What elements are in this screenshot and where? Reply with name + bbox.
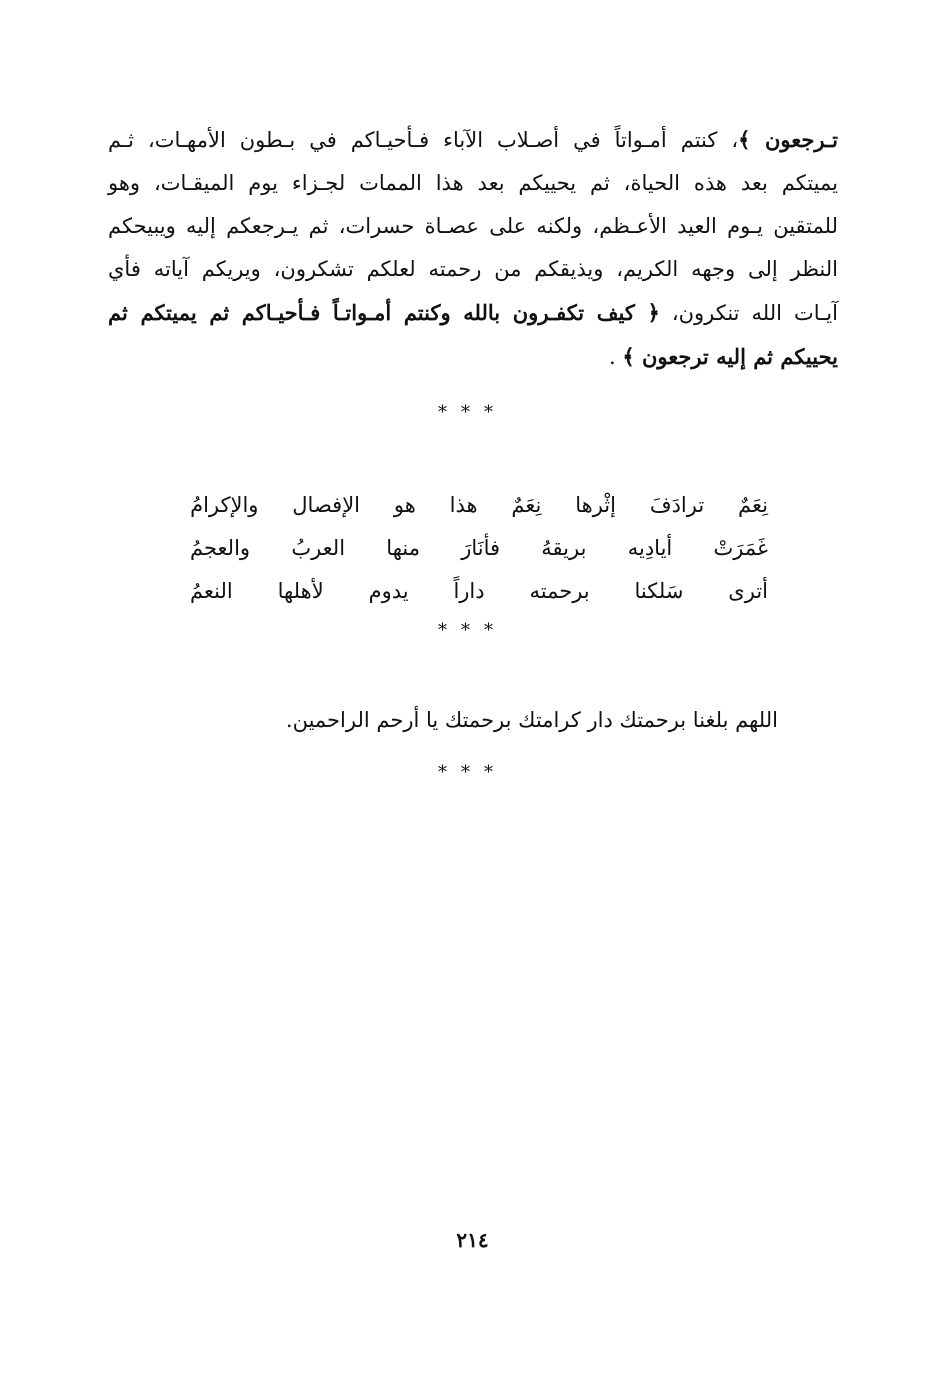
star-icon: * bbox=[484, 620, 507, 641]
star-icon: * bbox=[484, 402, 507, 423]
poem-word: ترادَفَ bbox=[649, 493, 705, 517]
poem-word: أترى bbox=[728, 579, 768, 603]
poem-word: هو bbox=[393, 493, 416, 517]
star-icon: * bbox=[461, 762, 484, 783]
prose-paragraph bbox=[108, 118, 838, 379]
poem-word: نِعَمٌ bbox=[511, 493, 542, 517]
star-separator-2 bbox=[0, 620, 945, 641]
poem-word: العربُ bbox=[291, 536, 346, 560]
prose-line-3: للمتقين يـوم العيد الأعـظم، ولكنه على عصـاة حسرات، ثم يـرجعكم إليه ويبيحكم bbox=[108, 214, 838, 238]
poem-word: إثْرها bbox=[575, 493, 616, 517]
prose-line-6 bbox=[108, 335, 838, 379]
star-icon: * bbox=[461, 620, 484, 641]
prose-line-1 bbox=[108, 118, 838, 162]
prose-line-2: يميتكم بعد هذه الحياة، ثم يحييكم بعد هذا الممات لجـزاء يوم الميقـات، وهو bbox=[108, 171, 838, 195]
page-number: ٢١٤ bbox=[456, 1228, 489, 1252]
poem-word: لأهلها bbox=[277, 579, 324, 603]
star-icon: * bbox=[438, 762, 461, 783]
period: . bbox=[608, 345, 616, 369]
poem-word: داراً bbox=[453, 579, 485, 603]
poem-word: والعجمُ bbox=[190, 536, 251, 560]
poem-word: والإكرامُ bbox=[190, 493, 259, 517]
star-icon: * bbox=[484, 762, 507, 783]
quran-quote-end: تـرجعون ﴾ bbox=[738, 127, 838, 152]
star-separator-3 bbox=[0, 762, 945, 783]
star-icon: * bbox=[438, 402, 461, 423]
star-icon: * bbox=[461, 402, 484, 423]
quran-quote: يحييكم ثم إليه ترجعون ﴾ bbox=[622, 344, 838, 369]
poem-word: برحمته bbox=[529, 579, 590, 603]
poem-word: سَلكنا bbox=[634, 579, 684, 603]
prose-text: آيـات الله تنكرون، bbox=[671, 301, 838, 325]
poem-verse-1 bbox=[190, 484, 768, 527]
poem-word: نِعَمٌ bbox=[738, 493, 768, 517]
poem-word: يدوم bbox=[368, 579, 409, 603]
star-icon: * bbox=[438, 620, 461, 641]
poem-word: فأنَارَ bbox=[461, 536, 501, 560]
poem-word: النعمُ bbox=[190, 579, 233, 603]
poem-word: بريقهُ bbox=[541, 536, 587, 560]
poem-word: غَمَرَتْ bbox=[713, 536, 768, 560]
poem-verse-3 bbox=[190, 570, 768, 613]
poem-word: هذا bbox=[449, 493, 478, 517]
star-separator-1 bbox=[0, 402, 945, 423]
quran-quote: ﴿ كيف تكفـرون بالله وكنتم أمـواتـاً فـأحيـاكم ثم يميتكم ثم bbox=[108, 300, 660, 325]
poem-word: منها bbox=[386, 536, 420, 560]
prose-text: ، كنتم أمـواتاً في أصـلاب الآباء فـأحيـاكم في بـطون الأمهـات، ثـم bbox=[108, 128, 739, 152]
poem-verse-2 bbox=[190, 527, 768, 570]
poem-word: الإفصال bbox=[292, 493, 361, 517]
prose-line-5 bbox=[108, 291, 838, 335]
poem bbox=[190, 484, 768, 613]
poem-word: أيادِيه bbox=[627, 536, 673, 560]
closing-prayer: اللهم بلغنا برحمتك دار كرامتك برحمتك يا أرحم الراحمين. bbox=[285, 708, 778, 732]
prose-line-4: النظر إلى وجهه الكريم، ويذيقكم من رحمته لعلكم تشكرون، ويريكم آياته فأي bbox=[108, 257, 838, 281]
